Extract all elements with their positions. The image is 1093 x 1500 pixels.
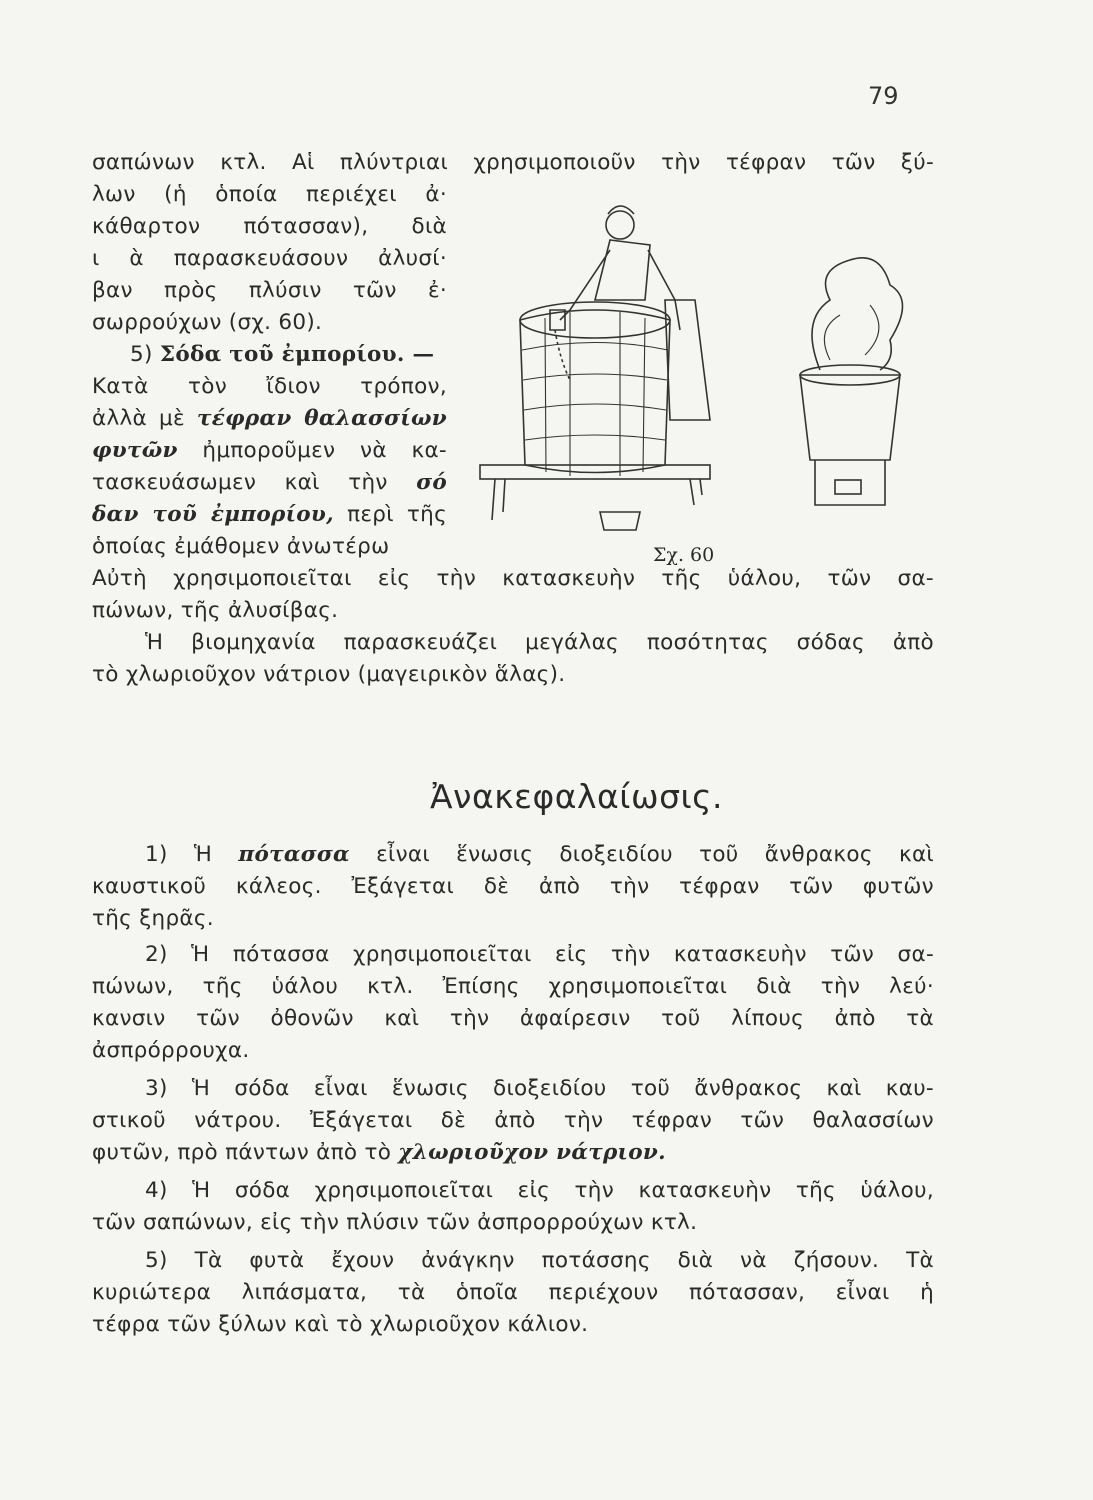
bench-leg [492,479,495,520]
text-span: φυτῶν, πρὸ πάντων ἀπὸ τὸ [92,1140,392,1165]
text-line: 3) Ἡ σόδα εἶναι ἕνωσις διοξειδίου τοῦ ἄνθρακος καὶ καυ- [145,1076,934,1101]
bench-leg [503,479,505,512]
text-line: τὸ χλωριοῦχον νάτριον (μαγειρικὸν ἅλας). [92,662,566,687]
text-span: ἠμποροῦμεν νὰ κα- [202,438,447,463]
text-line: κανσιν τῶν ὀθονῶν καὶ τὴν ἀφαίρεσιν τοῦ λίπους ἀπὸ τὰ [92,1006,934,1031]
steam-cloud [812,258,903,370]
woman-head [606,211,634,239]
steam-cloud [824,305,879,360]
text-line: Κατὰ τὸν ἴδιον τρόπον, [92,374,447,399]
text-line: βαν πρὸς πλύσιν τῶν ἐ· [92,278,447,303]
text-line: ι ὰ παρασκευάσουν ἀλυσί· [92,246,447,271]
bench-leg [690,479,694,505]
text-line: 5) Τὰ φυτὰ ἔχουν ἀνάγκην ποτάσσης διὰ νὰ ζήσουν. Τὰ [145,1248,934,1273]
section-number: 5) [130,342,153,367]
text-line: ἀσπρόρρουχα. [92,1038,250,1063]
text-span: εἶναι ἕνωσις διοξειδίου τοῦ ἄνθρακος καὶ [376,842,934,867]
washing-illustration [470,190,940,550]
text-line: Ἡ βιομηχανία παρασκευάζει μεγάλας ποσότητας σόδας ἀπὸ [145,630,934,655]
text-line [92,436,447,466]
text-line: τῶν σαπώνων, εἰς τὴν πλύσιν τῶν ἀσπρορρούχων κτλ. [92,1210,698,1235]
text-line: ὁποίας ἐμάθομεν ἀνωτέρω [92,534,390,559]
text-line: 4) Ἡ σόδα χρησιμοποιεῖται εἰς τὴν κατασκευὴν τῆς ὑάλου, [145,1178,934,1203]
emphasis-text: φυτῶν [92,438,178,463]
emphasis-text: πότασσα [238,842,350,867]
text-line [92,840,934,870]
emphasis-text: χλωριοῦχον νάτριον. [398,1140,666,1165]
text-span: Ἐξάγεται δὲ ἀπὸ τὴν τέφραν τῶν θαλασσίων [309,1108,934,1133]
text-line: καυστικοῦ κάλεος. Ἐξάγεται δὲ ἀπὸ τὴν τέφραν τῶν φυτῶν [92,874,934,899]
text-line: σωρρούχων (σχ. 60). [92,310,323,335]
text-span: ἀλλὰ μὲ [92,406,185,431]
small-basin [600,512,640,530]
text-line: κυριώτερα λιπάσματα, τὰ ὁποῖα περιέχουν πότασσαν, εἶναι ἡ [92,1280,934,1305]
bench-leg [700,479,702,495]
text-span: 1) Ἡ [145,842,213,867]
text-line [92,404,447,434]
wash-tub [520,310,670,473]
text-line: πώνων, τῆς ὑάλου κτλ. Ἐπίσης χρησιμοποιεῖται διὰ τὴν λεύ· [92,974,934,999]
emphasis-text: δαν τοῦ ἐμπορίου, [92,502,334,527]
text-line [92,468,447,498]
figure-caption: Σχ. 60 [653,544,715,566]
tub-rim [520,302,670,338]
page-number: 79 [868,82,899,110]
text-line: τῆς ξηρᾶς. [92,906,214,931]
emphasis-text: τέφραν θαλασσίων [197,406,447,431]
text-line: κάθαρτον πότασσαν), διὰ [92,214,447,239]
section-title [130,340,434,370]
text-span: περὶ τῆς [347,502,447,527]
tub-staves [522,312,668,476]
woman-apron [665,300,710,420]
text-line [92,500,447,530]
section-title-text: Σόδα τοῦ ἐμπορίου. — [159,342,435,367]
boiler-pot [800,375,900,460]
stove-door [835,480,861,494]
text-line: πώνων, τῆς ἀλυσίβας. [92,598,339,623]
text-line: τέφρα τῶν ξύλων καὶ τὸ χλωριοῦχον κάλιον. [92,1312,589,1337]
text-span: τασκευάσωμεν καὶ τὴν [92,470,388,495]
text-line: 2) Ἡ πότασσα χρησιμοποιεῖται εἰς τὴν κατασκευὴν τῶν σα- [145,942,934,967]
text-line [92,1106,934,1136]
woman-blouse [595,240,650,300]
boiler-stove [815,460,885,505]
summary-heading: Ἀνακεφαλαίωσις. [429,777,724,816]
text-line: λων (ἡ ὁποία περιέχει ἀ· [92,182,447,207]
text-span: στικοῦ νάτρου. [92,1108,282,1133]
text-line: Αὐτὴ χρησιμοποιεῖται εἰς τὴν κατασκευὴν τῆς ὑάλου, τῶν σα- [92,566,934,591]
text-line: σαπώνων κτλ. Αἱ πλύντριαι χρησιμοποιοῦν τὴν τέφραν τῶν ξύ- [92,150,934,175]
text-line [92,1138,666,1168]
emphasis-text: σό [416,470,447,495]
